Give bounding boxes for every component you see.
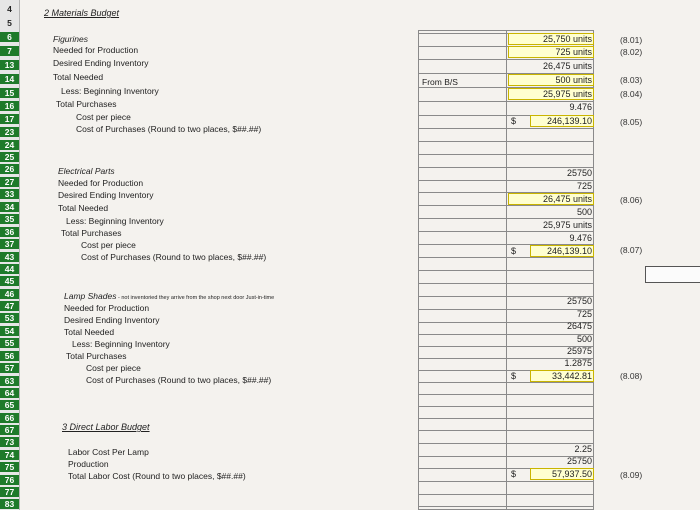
row-number-16[interactable]: 16 bbox=[0, 101, 19, 111]
fig-needed-cell[interactable]: 25,750 units bbox=[508, 33, 594, 45]
row-number-66[interactable]: 66 bbox=[0, 413, 19, 423]
row-number-56[interactable]: 56 bbox=[0, 351, 19, 361]
grid-vline bbox=[418, 30, 419, 510]
elec-total-needed-label: Total Needed bbox=[58, 203, 109, 213]
labor-dollar-sign: $ bbox=[511, 469, 517, 479]
from-bs-label: From B/S bbox=[422, 77, 458, 87]
row-number-54[interactable]: 54 bbox=[0, 326, 19, 336]
elec-cost-per-piece-cell[interactable]: 9.476 bbox=[569, 233, 592, 243]
lamp-heading: Lamp Shades bbox=[64, 291, 117, 301]
fig-ending-label: Desired Ending Inventory bbox=[53, 58, 149, 68]
labor-cost-per-lamp-label: Labor Cost Per Lamp bbox=[68, 447, 149, 457]
row-number-65[interactable]: 65 bbox=[0, 400, 19, 410]
lamp-total-purchases-cell[interactable]: 25975 bbox=[566, 346, 592, 356]
labor-total-label: Total Labor Cost (Round to two places, $##.##) bbox=[68, 471, 246, 481]
row-number-46[interactable]: 46 bbox=[0, 289, 19, 299]
lamp-ending-cell[interactable]: 725 bbox=[576, 309, 592, 319]
lamp-total-purchases-label: Total Purchases bbox=[66, 351, 127, 361]
lamp-ending-label: Desired Ending Inventory bbox=[64, 315, 160, 325]
row-number-26[interactable]: 26 bbox=[0, 164, 19, 174]
lamp-heading-row bbox=[64, 291, 274, 301]
row-number-73[interactable]: 73 bbox=[0, 437, 19, 447]
fig-dollar-sign: $ bbox=[511, 116, 517, 126]
row-number-57[interactable]: 57 bbox=[0, 363, 19, 373]
ref-8-03: (8.03) bbox=[620, 75, 643, 85]
fig-cost-of-purchases-label: Cost of Purchases (Round to two places, $##.##) bbox=[76, 124, 262, 134]
row-number-13[interactable]: 13 bbox=[0, 60, 19, 70]
electrical-heading: Electrical Parts bbox=[58, 166, 115, 176]
row-number-37[interactable]: 37 bbox=[0, 239, 19, 249]
lamp-cost-of-purchases-label: Cost of Purchases (Round to two places, $##.##) bbox=[86, 375, 272, 385]
lamp-note: - not inventoried they arrive from the shop next door Just-in-time bbox=[116, 295, 275, 301]
labor-production-label: Production bbox=[68, 459, 109, 469]
row-number-23[interactable]: 23 bbox=[0, 127, 19, 137]
fig-less-begin-cell[interactable]: 500 units bbox=[508, 74, 594, 86]
row-number-55[interactable]: 55 bbox=[0, 338, 19, 348]
lamp-cost-per-piece-label: Cost per piece bbox=[86, 363, 141, 373]
ref-8-01: (8.01) bbox=[620, 35, 643, 45]
row-number-45[interactable]: 45 bbox=[0, 276, 19, 286]
elec-cost-of-purchases-label: Cost of Purchases (Round to two places, $##.##) bbox=[81, 252, 267, 262]
grid-vline bbox=[506, 30, 507, 510]
ref-8-04: (8.04) bbox=[620, 89, 643, 99]
row-number-33[interactable]: 33 bbox=[0, 189, 19, 199]
lamp-cost-per-piece-cell[interactable]: 1.2875 bbox=[564, 358, 592, 368]
answer-box[interactable] bbox=[645, 266, 700, 283]
fig-less-begin-label: Less: Beginning Inventory bbox=[61, 86, 159, 96]
ref-8-07: (8.07) bbox=[620, 245, 643, 255]
row-number-47[interactable]: 47 bbox=[0, 301, 19, 311]
fig-total-purchases-cell[interactable]: 25,975 units bbox=[508, 88, 594, 100]
row-number-35[interactable]: 35 bbox=[0, 214, 19, 224]
row-number-34[interactable]: 34 bbox=[0, 202, 19, 212]
elec-total-needed-cell[interactable]: 26,475 units bbox=[508, 193, 594, 205]
row-number-27[interactable]: 27 bbox=[0, 177, 19, 187]
elec-less-begin-cell[interactable]: 500 bbox=[576, 207, 592, 217]
lamp-total-needed-label: Total Needed bbox=[64, 327, 115, 337]
fig-total-needed-label: Total Needed bbox=[53, 72, 104, 82]
row-number-76[interactable]: 76 bbox=[0, 475, 19, 485]
row-number-43[interactable]: 43 bbox=[0, 252, 19, 262]
elec-ending-label: Desired Ending Inventory bbox=[58, 190, 154, 200]
elec-dollar-sign: $ bbox=[511, 246, 517, 256]
row-number-36[interactable]: 36 bbox=[0, 227, 19, 237]
lamp-less-begin-label: Less: Beginning Inventory bbox=[72, 339, 170, 349]
elec-needed-cell[interactable]: 25750 bbox=[566, 168, 592, 178]
ref-8-02: (8.02) bbox=[620, 47, 643, 57]
direct-labor-budget-title: 3 Direct Labor Budget bbox=[62, 422, 150, 432]
row-header-column bbox=[0, 0, 20, 510]
row-number-63[interactable]: 63 bbox=[0, 376, 19, 386]
ref-8-09: (8.09) bbox=[620, 470, 643, 480]
lamp-needed-cell[interactable]: 25750 bbox=[566, 296, 592, 306]
labor-cost-per-lamp-cell[interactable]: 2.25 bbox=[574, 444, 592, 454]
row-number-77[interactable]: 77 bbox=[0, 487, 19, 497]
fig-total-needed-cell[interactable]: 26,475 units bbox=[542, 61, 592, 71]
row-number-74[interactable]: 74 bbox=[0, 450, 19, 460]
labor-production-cell[interactable]: 25750 bbox=[566, 456, 592, 466]
figurines-heading: Figurines bbox=[53, 34, 88, 44]
fig-cost-of-purchases-cell[interactable]: 246,139.10 bbox=[530, 115, 594, 127]
row-number-4[interactable]: 4 bbox=[7, 4, 12, 14]
row-number-83[interactable]: 83 bbox=[0, 499, 19, 509]
row-number-53[interactable]: 53 bbox=[0, 313, 19, 323]
row-number-14[interactable]: 14 bbox=[0, 74, 19, 84]
row-number-17[interactable]: 17 bbox=[0, 114, 19, 124]
fig-cost-per-piece-label: Cost per piece bbox=[76, 112, 131, 122]
fig-total-purchases-label: Total Purchases bbox=[56, 99, 117, 109]
elec-cost-of-purchases-cell[interactable]: 246,139.10 bbox=[530, 245, 594, 257]
lamp-needed-label: Needed for Production bbox=[64, 303, 150, 313]
ref-8-06: (8.06) bbox=[620, 195, 643, 205]
lamp-cost-of-purchases-cell[interactable]: 33,442.81 bbox=[530, 370, 594, 382]
row-number-25[interactable]: 25 bbox=[0, 152, 19, 162]
elec-total-purchases-cell[interactable]: 25,975 units bbox=[542, 220, 592, 230]
row-number-7[interactable]: 7 bbox=[0, 46, 19, 56]
fig-ending-cell[interactable]: 725 units bbox=[508, 46, 594, 58]
lamp-total-needed-cell[interactable]: 26475 bbox=[566, 321, 592, 331]
row-number-6[interactable]: 6 bbox=[0, 32, 19, 42]
elec-needed-label: Needed for Production bbox=[58, 178, 144, 188]
row-number-5[interactable]: 5 bbox=[7, 18, 12, 28]
row-number-15[interactable]: 15 bbox=[0, 88, 19, 98]
ref-8-08: (8.08) bbox=[620, 371, 643, 381]
elec-cost-per-piece-label: Cost per piece bbox=[81, 240, 136, 250]
labor-total-cell[interactable]: 57,937.50 bbox=[530, 468, 594, 480]
ref-8-05: (8.05) bbox=[620, 117, 643, 127]
lamp-dollar-sign: $ bbox=[511, 371, 517, 381]
fig-needed-label: Needed for Production bbox=[53, 45, 139, 55]
row-number-44[interactable]: 44 bbox=[0, 264, 19, 274]
elec-less-begin-label: Less: Beginning Inventory bbox=[66, 216, 164, 226]
elec-total-purchases-label: Total Purchases bbox=[61, 228, 122, 238]
elec-ending-cell[interactable]: 725 bbox=[576, 181, 592, 191]
materials-budget-title: 2 Materials Budget bbox=[44, 8, 120, 18]
row-number-64[interactable]: 64 bbox=[0, 388, 19, 398]
lamp-less-begin-cell[interactable]: 500 bbox=[576, 334, 592, 344]
fig-cost-per-piece-cell[interactable]: 9.476 bbox=[569, 102, 592, 112]
row-number-24[interactable]: 24 bbox=[0, 140, 19, 150]
row-number-75[interactable]: 75 bbox=[0, 462, 19, 472]
row-number-67[interactable]: 67 bbox=[0, 425, 19, 435]
